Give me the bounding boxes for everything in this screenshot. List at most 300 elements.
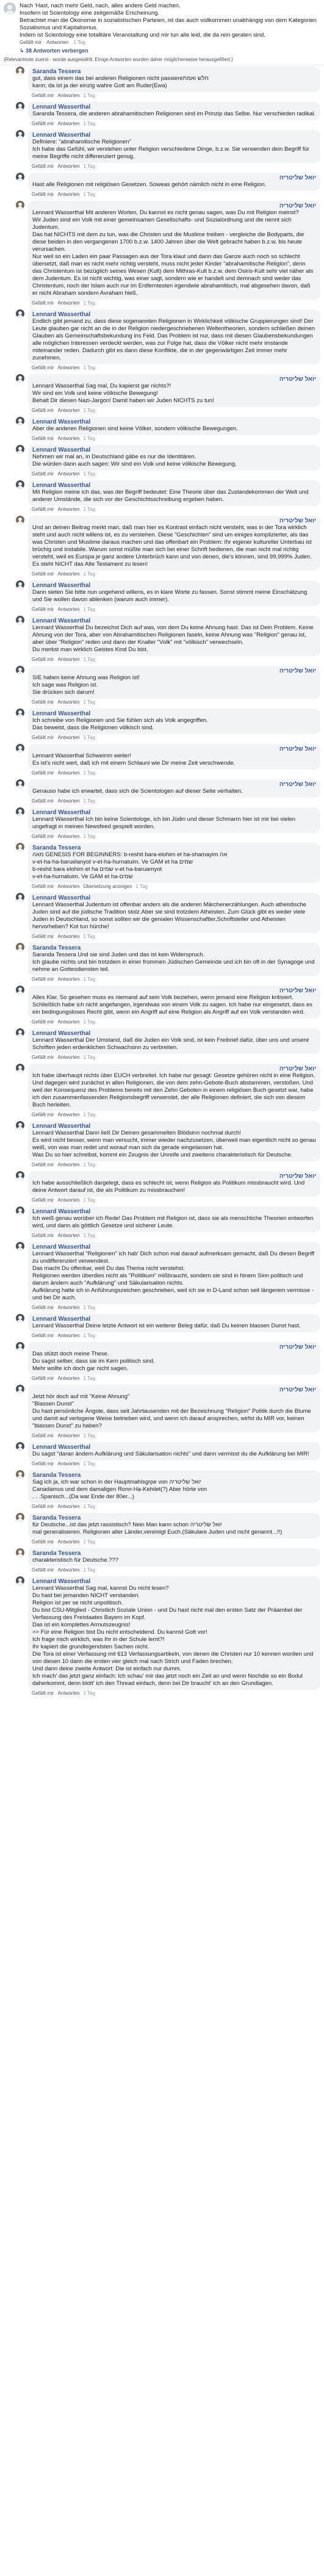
timestamp: 1 Tag [83,436,95,441]
comment-author-link[interactable]: יואל שליטריה [279,376,316,383]
comment-author-link[interactable]: Saranda Tessera [32,68,81,75]
comment-actions [28,699,320,705]
comment-bubble [28,666,320,699]
reply-content [28,666,320,705]
reply-comment [0,1241,324,1313]
like-link[interactable]: Gefällt mir [32,934,54,939]
reply-comment [0,942,324,984]
reply-link[interactable]: Antworten [57,1112,80,1117]
reply-link[interactable]: Antworten [57,770,80,776]
timestamp: 1 Tag [83,834,95,839]
root-comment-actions [20,40,320,46]
like-link[interactable]: Gefällt mir [32,699,54,705]
root-comment-text: Nach 'Hast, nach mehr Geld, nach, alles andere Geld machen. Insofern ist Scientology eine zeitgemäße Erscheinung. Betrachtet man die Ökonomie in sozialistischen Parteien, ist das auch vollkommen unabhängig von dem Kategorien Sozialismus und Kapitalismus. Indem ist Scientology eine totalitäre Veranstaltung und mir tun alle leid, die da rein geraten sind. [20,2,317,38]
reply-content [28,309,320,371]
comment-actions [28,607,320,613]
comment-author-link[interactable]: יואל שליטריה [279,1387,316,1393]
reply-comment [0,1512,324,1547]
comment-text: Sag ich ja, ich war schon in der Hauptmahlsgrpe von יואל שליטריה Canadamus und dem damaligen Ronn-Ha-Kehilet(?) Aber hörte von . . .Spanisch...(Da war Ende der 80er...) [32,1479,207,1500]
reply-link[interactable]: Antworten [57,1461,80,1467]
reply-comment [0,1575,324,1698]
comment-author-link[interactable]: Lennard Wasserthal [32,482,91,489]
comment-bubble [28,1342,320,1375]
comment-actions [28,121,320,127]
like-link[interactable]: Gefällt mir [32,408,54,413]
comment-actions [28,1567,320,1573]
reply-link[interactable]: Antworten [57,1376,80,1381]
reply-comment [0,665,324,707]
reply-link[interactable]: Antworten [57,1690,80,1696]
timestamp: 1 Tag [83,192,95,197]
avatar[interactable] [4,2,16,15]
avatar[interactable] [16,1064,24,1072]
reply-content [28,417,320,442]
reply-comment [0,373,324,416]
avatar[interactable] [16,843,24,851]
avatar[interactable] [16,1513,24,1521]
reply-link[interactable]: Antworten [57,300,80,306]
timestamp: 1 Tag [83,164,95,169]
comment-author-link[interactable]: Lennard Wasserthal [32,809,91,816]
reply-comment [0,65,324,101]
avatar[interactable] [16,201,24,209]
sort-notice: (Relevanteste zuerst · wurde ausgewählt. Einige Antworten wurden daher möglicherweise herausgefiltert.) [0,56,324,65]
reply-link[interactable]: Antworten [46,40,69,45]
like-link[interactable]: Gefällt mir [32,1112,54,1117]
avatar[interactable] [16,309,24,318]
like-link[interactable]: Gefällt mir [32,164,54,169]
avatar[interactable] [16,943,24,951]
comment-text: Saranda Tessera Und sie sind Juden und das ist kein Widerspruch. Ich glaube nichts und bin trotzdem in einer frommen Jüdischen Gemeinde und ich bin oft in der Synagoge und nehme an Gottesdiensten teil. [32,951,315,973]
reply-comment [0,416,324,444]
comment-bubble [28,616,320,656]
comment-author-link[interactable]: יואל שליטריה [279,781,316,788]
reply-content [28,173,320,198]
comment-author-link[interactable]: Lennard Wasserthal [32,1244,91,1250]
comment-author-link[interactable]: Lennard Wasserthal [32,895,91,901]
comment-text: Lennard Wasserthal Sag mal, kannst Du nicht lesen? Du hast bei jemanden NICHT verstanden. Religion ist per se nicht unpolitisch. Du bist CSU-Mitglied - Christlich Soziale Union - und Du hast nicht mal den ersten Satz der Präambel der Verfassung des Freistaates Bayern im Kopf. Das ist ein komplettes Armutszeugnis! >> Für eine Religion bist Du nicht entscheidend. Du kannst Gott vor! Ich frage mich wirklich, was Ihr in der Schule lernt?! Ihr kapiert die grundlegendsten Sachen nicht. Die Tora ist einer Verfassung mit 613 Verfassungsartikeln, von denen die Christen nur 10 kennen wonllen und von diesen 10 dann die ersten vier gleich mal nach Strich und Faden brechen. Und dann deine zweite Antwort: Die ist einfach nur dumm. Ich mach' das jetzt ganz einfach: Ich schau' mir das jetzt noch ein Zeit an und wenn Nochdie so ein Bodul daherkommt, denn blott' ich den Thread einfach, denn bei Dir braucht' ich an den Grundlagen. [32,1585,314,1687]
hide-replies-toggle[interactable]: ↳ 38 Antworten verbergen [20,48,88,54]
avatar[interactable] [16,1121,24,1130]
reply-comment [0,1384,324,1441]
reply-comment [0,514,324,579]
avatar[interactable] [16,616,24,624]
reply-comment [0,1170,324,1205]
reply-link[interactable]: Antworten [57,507,80,512]
reply-link[interactable]: Antworten [57,365,80,370]
reply-content [28,516,320,577]
reply-content [28,616,320,663]
avatar[interactable] [16,374,24,383]
reply-content [28,1513,320,1545]
timestamp: 1 Tag [83,1461,95,1467]
comment-author-link[interactable]: Saranda Tessera [32,1472,81,1479]
reply-link[interactable]: Antworten [57,164,80,169]
like-link[interactable]: Gefällt mir [32,1333,54,1338]
like-link[interactable]: Gefällt mir [32,471,54,477]
like-link[interactable]: Gefällt mir [32,1567,54,1573]
comment-bubble [28,173,320,191]
reply-link[interactable]: Antworten [57,798,80,804]
reply-content [28,943,320,983]
comment-bubble [28,1385,320,1432]
comment-text: Lennard Wasserthal Ich bin keine Scientologe, ich bin Jüdin und dieser Schmarrn hier ist mir bei vielen ungefragt in meinen Newsfeed gespielt worden. [32,816,296,830]
timestamp: 1 Tag [83,735,95,740]
comment-author-link[interactable]: Saranda Tessera [32,845,81,851]
avatar[interactable] [16,480,24,489]
reply-content [28,1576,320,1697]
comment-bubble [28,1028,320,1054]
like-link[interactable]: Gefällt mir [32,735,54,740]
reply-comment [0,1441,324,1469]
avatar[interactable] [16,666,24,674]
reply-comment [0,1063,324,1120]
comment-text: Jetzt hör doch auf mit "Keine Ahnung" "Blassen Dunst" Du hast persönliche Ängste, dass seit Jahrtausenden mit der Bezeichnung "Religion" Politik durch die Blume und damit auf verlogene Weise betrieben wird, und wenn ich darauf ansprechen, wirfst du MIR vor, keinen "blassen Dunst" zu haben? [32,1393,311,1429]
comment-author-link[interactable]: Lennard Wasserthal [32,710,91,717]
avatar[interactable] [16,1442,24,1451]
comment-actions [28,436,320,442]
reply-link[interactable]: Antworten [57,1539,80,1545]
reply-comment [0,1313,324,1341]
like-link[interactable]: Gefällt mir [32,1376,54,1381]
comment-author-link[interactable]: Lennard Wasserthal [32,1578,91,1585]
reply-link[interactable]: Antworten [57,1162,80,1167]
comment-author-link[interactable]: יואל שליטריה [279,518,316,524]
reply-link[interactable]: Antworten [57,192,80,197]
comment-text: gut, dass einem das bei anderen Religionen nicht passiereחלש ואמת kann; da ist ja der einzig wahre Gott am Ruder(Ewa) [32,75,209,89]
comment-text: Lennard Wasserthal Sag mal, Du kapierst gar nichts?! Wir sind ein Volk und keine völkische Bewegung! Behalt Dir diesen Nazi-Jargon! Damit haben wir Juden NICHTS zu tun! [32,383,214,404]
like-link[interactable]: Gefällt mir [32,507,54,512]
comment-bubble [28,67,320,92]
comment-author-link[interactable]: Saranda Tessera [32,1550,81,1557]
comment-text: Ich habe ausschließlich dargelegt, dass es schlecht ist, wenn Religion als Politikum missbraucht wird. Und deine Antwort darauf ist, die als Politikum zu missbrauchen! [32,1180,305,1194]
avatar[interactable] [16,67,24,75]
reply-comment [0,1120,324,1170]
reply-content [28,67,320,99]
root-comment-body [20,2,320,46]
comment-author-link[interactable]: Lennard Wasserthal [32,1030,91,1037]
reply-comment [0,129,324,171]
comment-text: Definiere: "abrahamitische Religionen" Ich habe das Gefühl, wir verstehen unter Religion verschiedene Dinge, b.z.w. Sie verwenden dein Begriff für meine Begriffe nicht differenziert genug. [32,139,309,160]
like-link[interactable]: Gefällt mir [32,1233,54,1238]
avatar[interactable] [16,779,24,788]
comment-author-link[interactable]: יואל שליטריה [279,746,316,752]
comment-author-link[interactable]: Lennard Wasserthal [32,1208,91,1215]
comment-bubble [28,1513,320,1539]
avatar[interactable] [16,1548,24,1557]
comment-author-link[interactable]: Lennard Wasserthal [32,1444,91,1451]
like-link[interactable]: Gefällt mir [32,607,54,612]
reply-link[interactable]: Antworten [57,607,80,612]
comment-author-link[interactable]: Saranda Tessera [32,1515,81,1521]
reply-link[interactable]: Antworten [57,471,80,477]
reply-content [28,102,320,127]
reply-content [28,986,320,1025]
comment-actions [28,1305,320,1311]
comment-actions [28,657,320,663]
comment-author-link[interactable]: Lennard Wasserthal [32,1123,91,1130]
timestamp: 1 Tag [83,507,95,512]
root-comment [0,0,324,47]
comment-bubble [28,943,320,976]
reply-content [28,893,320,940]
comment-author-link[interactable]: יואל שליטריה [279,1344,316,1351]
timestamp: 1 Tag [135,884,148,889]
comment-text: Lennard Wasserthal "Religionen" ich hab' Dich schon mal darauf aufmerksam gemacht, daß Du diesen Begriff zu undifferenziert verwendest. Das macht Du offenbar, weil Du das Thema nicht verstehst. Religionen werden überdies nicht als "Politikum" mißbraucht, sondern sie sind in hinem Sinn politisch und darum ändern auch "Aufklärung" und Säkularisation nichts. Aufklärung hatte ich in Anführungszeichen geschrieben, weil ich sie in D-Land schon seit längerem vermisse - und bei Dir auch. [32,1250,315,1301]
timestamp: 1 Tag [83,1233,95,1238]
comment-actions [28,834,320,840]
like-link[interactable]: Gefällt mir [32,300,54,306]
comment-author-link[interactable]: יואל שליטריה [279,203,316,209]
comment-text: Lennard Wasserthal Deine letzte Antwort ist ein weiterer Beleg dafür, daß Du keinen blassen Dunst hast. [32,1322,301,1329]
like-link[interactable]: Gefällt mir [32,834,54,839]
reply-comment [0,1341,324,1384]
reply-content [28,445,320,477]
reply-link[interactable]: Antworten [57,1433,80,1438]
comment-bubble [28,1121,320,1161]
reply-link[interactable]: Antworten [57,699,80,705]
avatar[interactable] [16,1028,24,1037]
reply-link[interactable]: Antworten [57,571,80,577]
timestamp: 1 Tag [83,976,95,982]
reply-content [28,580,320,613]
avatar[interactable] [16,1576,24,1585]
comment-author-link[interactable]: Saranda Tessera [32,945,81,951]
comment-text: Hast alle Religionen mit religiösen Gesetzen. Soweas gehört nämlich nicht in eine Religion. [32,181,267,188]
reply-comment [0,200,324,308]
avatar[interactable] [16,807,24,816]
comment-bubble [28,986,320,1019]
comment-actions [28,164,320,170]
comment-text: Lennard Wasserthal Mit anderen Worten, Du kannst es nicht genau sagen, was Du mit Religion meinst? Wir Juden sind ein Volk mit einer gemeinsamen Gesellschafts- und Sozialordnung und die nennt sich Judentum. Das hat NICHTS mit dem zu tun, was die Christen und die Muslime treiben - vergleiche die Bodyparts, die diese beiden in den vergangenen 1700 b.z.w. 1400 Jahren über die Welt gebracht haben b.z.w. bis heute verursachen. Nur weil so ein Laden ein paar Passagen aus der Tora klaut und dann das Ganze auch noch so schlecht übersetzt, daß man es nicht mehr richtig versteht, muss nicht jeder Kinder "abrahamitische Religion", denn das Christentum ist bezüglich seines Wesen (Kult) dem Mithras-Kult b.z.w. dem Osiris-Kult sehr viel näher als dem Judentum. Es ist nicht wichtig, was einer sagt, sondern wie er handelt und demnach sind weder das Christentum, noch der Islam auch nur im Entferntesten irgendwie abrahamitisch, mal abgesehen davon, daß er nicht Abraham sondern Avraham hieß. [32,209,314,297]
avatar[interactable] [16,1207,24,1215]
reply-link[interactable]: Antworten [57,1197,80,1203]
like-link[interactable]: Gefällt mir [32,1690,54,1696]
comment-text: Mit Religion meine ich das, was der Begriff bedeutet: Eine Theorie über das Zustandekommen der Welt und anderer Umstände, die sich vor der Geschichtsschreibung ergeben haben. [32,489,309,503]
comment-bubble [28,843,320,883]
comment-bubble [28,374,320,407]
avatar[interactable] [16,173,24,181]
avatar[interactable] [16,1242,24,1250]
like-link[interactable]: Gefällt mir [32,976,54,982]
like-link[interactable]: Gefällt mir [32,1055,54,1060]
timestamp: 1 Tag [83,1433,95,1438]
comment-text: Das stützt doch meine These. Du sagst selber, dass sie im Kern politisch sind. Mehr wollte ich doch gar nicht sagen. [32,1351,155,1372]
like-link[interactable]: Gefällt mir [32,1461,54,1467]
timestamp: 1 Tag [83,1305,95,1310]
timestamp: 1 Tag [83,1112,95,1117]
timestamp: 1 Tag [83,365,95,370]
like-link[interactable]: Gefällt mir [32,365,54,370]
comment-actions [28,976,320,983]
avatar[interactable] [16,1385,24,1393]
avatar[interactable] [16,580,24,589]
like-link[interactable]: Gefällt mir [32,1197,54,1203]
avatar[interactable] [16,709,24,717]
like-link[interactable]: Gefällt mir [32,1433,54,1438]
comment-bubble [28,893,320,933]
timestamp: 1 Tag [83,471,95,477]
reply-comment [0,707,324,743]
like-link[interactable]: Gefällt mir [32,1539,54,1545]
reply-comment [0,743,324,778]
like-link[interactable]: Gefällt mir [32,121,54,126]
comment-text: Nehmen wir mal an, in Deutschland gäbe es nur die Identitären. Die würden dann auch sagen: Wir sind ein Volk und keine völkische Bewegung. [32,453,237,467]
avatar[interactable] [16,986,24,994]
comment-actions [28,735,320,741]
avatar[interactable] [16,1470,24,1479]
timestamp: 1 Tag [83,1504,95,1509]
like-link[interactable]: Gefällt mir [20,40,42,45]
reply-link[interactable]: Antworten [57,1233,80,1238]
like-link[interactable]: Gefällt mir [32,192,54,197]
timestamp: 1 Tag [83,1197,95,1203]
comment-bubble [28,580,320,606]
reply-link[interactable]: Antworten [57,436,80,441]
comment-actions [28,1162,320,1168]
comment-bubble [28,201,320,300]
timestamp: 1 Tag [83,798,95,804]
reply-comment [0,842,324,892]
like-link[interactable]: Gefällt mir [32,571,54,577]
reply-comment [0,171,324,200]
avatar[interactable] [16,102,24,110]
timestamp: 1 Tag [83,770,95,776]
reply-link[interactable]: Antworten [57,1333,80,1338]
comment-text: charakteristisch für Deutsche.??? [32,1557,118,1564]
comment-author-link[interactable]: Lennard Wasserthal [32,132,91,139]
comment-author-link[interactable]: Lennard Wasserthal [32,447,91,453]
comment-author-link[interactable]: Lennard Wasserthal [32,419,91,425]
reply-link[interactable]: Antworten [57,1567,80,1573]
reply-link[interactable]: Antworten [57,834,80,839]
reply-content [28,779,320,804]
reply-link[interactable]: Antworten [57,976,80,982]
avatar[interactable] [16,1342,24,1351]
timestamp: 1 Tag [83,300,95,306]
comment-text: Ich schreibe von Religionen und Sie fühlen sich als Volk angegriffen. Das beweist, dass die Religionen völkisch sind. [32,717,208,731]
comment-text: Ich weiß genau worüber ich Rede! Das Problem mit Religion ist, dass sie als menschliche Theorien entworfen wird, und dann als göttlich Gesetze und sicherer Leute. [32,1215,314,1229]
comment-bubble [28,445,320,471]
comment-actions [28,571,320,577]
reply-link[interactable]: Antworten [57,657,80,662]
like-link[interactable]: Gefällt mir [32,770,54,776]
avatar[interactable] [16,516,24,524]
like-link[interactable]: Gefällt mir [32,1162,54,1167]
comment-bubble [28,1470,320,1503]
comment-author-link[interactable]: Lennard Wasserthal [32,311,91,318]
avatar[interactable] [16,1314,24,1322]
comment-actions [28,1112,320,1118]
like-link[interactable]: Gefällt mir [32,1305,54,1310]
like-link[interactable]: Gefällt mir [32,436,54,441]
like-link[interactable]: Gefällt mir [32,93,54,98]
comment-author-link[interactable]: Lennard Wasserthal [32,1316,91,1322]
comment-bubble [28,1171,320,1197]
comment-actions [28,1333,320,1339]
comment-text: Alles Klar. So gesehen muss es niemand auf sein Volk beziehen, wenn jemand eine Religion kritisiert. Schließlich habe ich nicht angefangen, irgendwas von einem Volk zu sagen. Ich habe nur eingesetzt, dass es ein bedingungsloses Recht gibt, wenn ein Angriff auf eine Religion als Angriff auf ein Volk verstanden wird. [32,994,312,1016]
timestamp: 1 Tag [83,1055,95,1060]
reply-link[interactable]: Antworten [57,93,80,98]
like-link[interactable]: Gefällt mir [32,884,54,889]
comment-author-link[interactable]: Lennard Wasserthal [32,104,91,110]
comment-actions [28,1461,320,1467]
timestamp: 1 Tag [83,607,95,612]
comment-author-link[interactable]: יואל שליטריה [279,1066,316,1072]
comment-author-link[interactable]: יואל שליטריה [279,987,316,994]
timestamp: 1 Tag [83,1333,95,1338]
comment-actions [28,93,320,99]
reply-comment [0,615,324,665]
reply-content [28,1207,320,1239]
reply-content [28,1064,320,1118]
comment-bubble [28,417,320,435]
avatar[interactable] [16,130,24,139]
reply-content [28,1028,320,1061]
like-link[interactable]: Gefällt mir [32,657,54,662]
avatar[interactable] [16,1171,24,1180]
reply-link[interactable]: Antworten [57,884,80,889]
reply-link[interactable]: Antworten [57,735,80,740]
comment-bubble [28,1442,320,1460]
comment-actions [28,1233,320,1239]
reply-link[interactable]: Antworten [57,408,80,413]
comment-text: Lennard Wasserthal Dann ließ Dir Deinen gesammelten Blödsinn nochmal durch! Es wird nicht besser, wenn man versucht, immer wieder nachzusetzen, überweil man eigentlich nicht so genau weiß, von was man redet und worauf man sich da gerade eingelassen hat. Was Du so hier schreibst, kommt ein Zeugnis der Unreife und zweitens charakteristisch für Deutsche. [32,1130,316,1158]
timestamp: 1 Tag [83,1162,95,1167]
reply-link[interactable]: Antworten [57,1055,80,1060]
timestamp: 1 Tag [83,571,95,577]
translate-link[interactable]: Übersetzung anzeigen [83,884,132,889]
reply-link[interactable]: Antworten [57,1019,80,1025]
reply-content [28,1171,320,1203]
comment-author-link[interactable]: יואל שליטריה [279,175,316,181]
comment-author-link[interactable]: יואל שליטריה [279,1173,316,1180]
comment-author-link[interactable]: יואל שליטריה [279,668,316,674]
comment-bubble [28,1064,320,1111]
like-link[interactable]: Gefällt mir [32,798,54,804]
avatar[interactable] [16,893,24,901]
reply-content [28,130,320,170]
reply-link[interactable]: Antworten [57,1504,80,1509]
like-link[interactable]: Gefällt mir [32,1504,54,1509]
reply-link[interactable]: Antworten [57,1305,80,1310]
avatar[interactable] [16,445,24,453]
comment-text: Du sagst "daran ändern Aufklärung und Säkularisation nichts" und dann vermisst du die Aufklärung bei MIR! [32,1451,309,1457]
reply-comment [0,892,324,942]
comment-bubble [28,1207,320,1232]
comment-actions [28,884,320,890]
avatar[interactable] [16,744,24,752]
comment-bubble [28,807,320,833]
reply-content [28,1548,320,1573]
reply-comment [0,479,324,514]
reply-link[interactable]: Antworten [57,934,80,939]
reply-link[interactable]: Antworten [57,121,80,126]
reply-comment [0,1205,324,1241]
avatar[interactable] [16,417,24,425]
comment-bubble [28,130,320,163]
reply-comment [0,1469,324,1512]
comment-text: Lennard Wasserthal Judentum ist offenbar anders als die anderen Märchenerzählungen. Auch atheistische Juden sind auf die jüdische Tradition stolz.Aber sie sind trotzdem Atheisten. Zum Glück gibt es weder viele Juden in Deutschland, so sonst sollten wir die genialen Wissenschaftler,Schriftsteller und Atheisten hervorheben? Kot tun hürche! [32,901,306,930]
comment-author-link[interactable]: Lennard Wasserthal [32,582,91,589]
comment-actions [28,408,320,414]
like-link[interactable]: Gefällt mir [32,1019,54,1025]
comment-text: Endlich gibt jemand zu, dass diese sogenannten Religionen in Wirklichkeit völkische Gruppierungen sind! Der Leute glauben gar nicht an die in der Religion niedergeschriebenen Weltentheorien, sondern schließen deinen Glauben als Gemeinschaftsbekundung ins Feld. Das Problem ist nur, dass mit diesen Glaubensbekundungen alle möglichen Interessen verdeckt werden, was zur Folge hat, dass die Völker nicht mehr imstande miteinander reden. Dadurch gibt es dann diese Konflikte, die in der gegenwärtigen Zeit immer mehr zunehmen. [32,318,315,361]
comment-actions [28,1504,320,1510]
comment-author-link[interactable]: Lennard Wasserthal [32,618,91,624]
reply-comment [0,778,324,806]
reply-content [28,1385,320,1439]
